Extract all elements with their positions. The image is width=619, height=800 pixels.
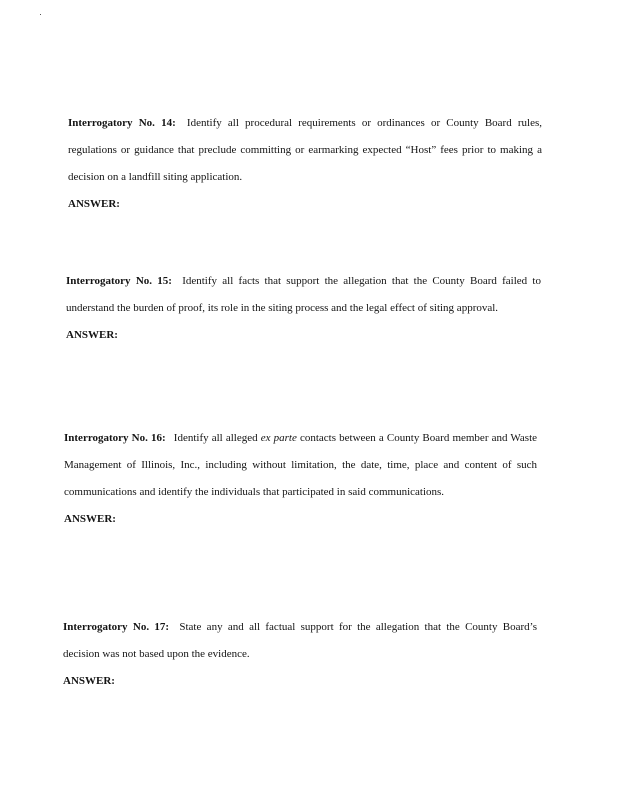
interrogatory-16-body-end: contacts between a County Board member and Waste Management of Illinois, Inc., including without limitation, the date, time, place and content of such communications and identify the individuals that participated in said communications. xyxy=(64,432,538,498)
interrogatory-15-text xyxy=(66,268,541,322)
interrogatory-15-label: Interrogatory No. 15: xyxy=(66,275,172,287)
interrogatory-14-label: Interrogatory No. 14: xyxy=(68,117,176,129)
interrogatory-17-label: Interrogatory No. 17: xyxy=(63,621,170,633)
interrogatory-16-label: Interrogatory No. 16: xyxy=(64,432,166,444)
interrogatory-16-latin-term: ex parte xyxy=(260,432,297,444)
interrogatory-14-body: Identify all procedural requirements or ordinances or County Board rules, regulations or guidance that preclude committing or earmarking expected “Host” fees prior to making a decision on a landfill siting application. xyxy=(68,117,542,183)
interrogatory-16-body-start: Identify all alleged xyxy=(173,432,261,444)
interrogatory-16-text xyxy=(64,425,537,506)
interrogatory-16 xyxy=(64,425,537,526)
interrogatory-17-answer-label: ANSWER: xyxy=(63,675,115,687)
interrogatory-15-answer-label: ANSWER: xyxy=(66,329,118,341)
interrogatory-16-answer-label: ANSWER: xyxy=(64,513,116,525)
interrogatory-14-answer-label: ANSWER: xyxy=(68,198,120,210)
interrogatory-14 xyxy=(68,110,542,211)
interrogatory-17-body: State any and all factual support for the allegation that the County Board’s decision was not based upon the evidence. xyxy=(63,621,538,660)
interrogatory-15 xyxy=(66,268,541,342)
interrogatory-15-body: Identify all facts that support the allegation that the County Board failed to understand the burden of proof, its role in the siting process and the legal effect of siting approval. xyxy=(66,275,541,314)
interrogatory-17-text xyxy=(63,614,537,668)
interrogatory-17 xyxy=(63,614,537,688)
scan-speck xyxy=(40,14,41,15)
interrogatory-14-text xyxy=(68,110,542,191)
